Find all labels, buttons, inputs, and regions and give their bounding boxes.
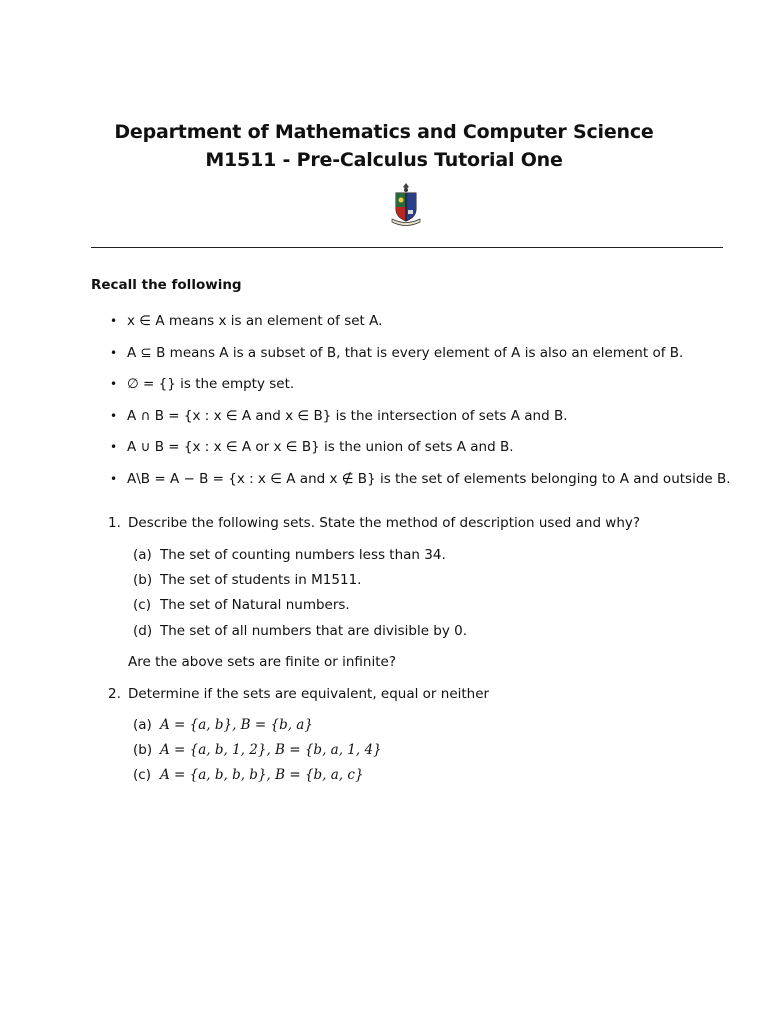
department-title: Department of Mathematics and Computer Science [114, 121, 654, 143]
part-text: The set of students in M1511. [160, 572, 362, 588]
list-item-text: x ∈ A means x is an element of set A. [127, 313, 383, 329]
part-label: (a) [133, 717, 152, 733]
part-label: (c) [133, 597, 151, 613]
question-1 [108, 515, 640, 531]
part-text: A = {a, b, b, b}, B = {b, a, c} [160, 767, 364, 783]
question-number: 2. [108, 686, 121, 702]
question-text: Describe the following sets. State the method of description used and why? [128, 515, 641, 531]
header-divider [91, 247, 723, 248]
recall-heading: Recall the following [91, 277, 242, 293]
list-item-text: A ⊆ B means A is a subset of B, that is every element of A is also an element of B. [127, 344, 684, 361]
part-text: A = {a, b}, B = {b, a} [160, 717, 313, 733]
list-item-text: A ∩ B = {x : x ∈ A and x ∈ B} is the intersection of sets A and B. [127, 407, 568, 424]
list-item-text: A\B = A − B = {x : x ∈ A and x ∉ B} is the set of elements belonging to A and outside B. [127, 470, 731, 487]
question-part [133, 597, 350, 613]
question-number: 1. [108, 515, 121, 531]
question-part [133, 717, 313, 733]
list-item: • ∅ = {} is the empty set. [110, 376, 295, 393]
list-item: • x ∈ A means x is an element of set A. [110, 313, 383, 329]
question-followup: Are the above sets are finite or infinite? [128, 654, 396, 670]
part-text: A = {a, b, 1, 2}, B = {b, a, 1, 4} [160, 742, 382, 758]
question-part [133, 547, 446, 563]
part-label: (b) [133, 742, 153, 758]
question-part [133, 572, 361, 588]
part-text: The set of Natural numbers. [160, 597, 350, 613]
course-title: M1511 - Pre-Calculus Tutorial One [205, 149, 563, 171]
part-label: (b) [133, 572, 153, 588]
list-item: • A ∩ B = {x : x ∈ A and x ∈ B} is the intersection of sets A and B. [110, 407, 568, 424]
university-crest-logo [386, 179, 426, 227]
list-item-text: A ∪ B = {x : x ∈ A or x ∈ B} is the union of sets A and B. [127, 439, 514, 456]
part-text: The set of counting numbers less than 34. [160, 547, 446, 563]
part-label: (a) [133, 547, 152, 563]
question-part [133, 623, 467, 639]
list-item: • A ⊆ B means A is a subset of B, that is every element of A is also an element of B. [110, 344, 684, 361]
list-item-text: ∅ = {} is the empty set. [127, 376, 295, 393]
question-2 [108, 686, 489, 702]
part-label: (d) [133, 623, 153, 639]
question-part [133, 742, 382, 758]
part-text: The set of all numbers that are divisible by 0. [160, 623, 468, 639]
question-text: Determine if the sets are equivalent, equal or neither [128, 686, 490, 702]
list-item: • A\B = A − B = {x : x ∈ A and x ∉ B} is the set of elements belonging to A and outside B. [110, 470, 731, 487]
list-item: • A ∪ B = {x : x ∈ A or x ∈ B} is the union of sets A and B. [110, 439, 514, 456]
part-label: (c) [133, 767, 151, 783]
question-part [133, 767, 364, 783]
recall-list [110, 313, 750, 503]
